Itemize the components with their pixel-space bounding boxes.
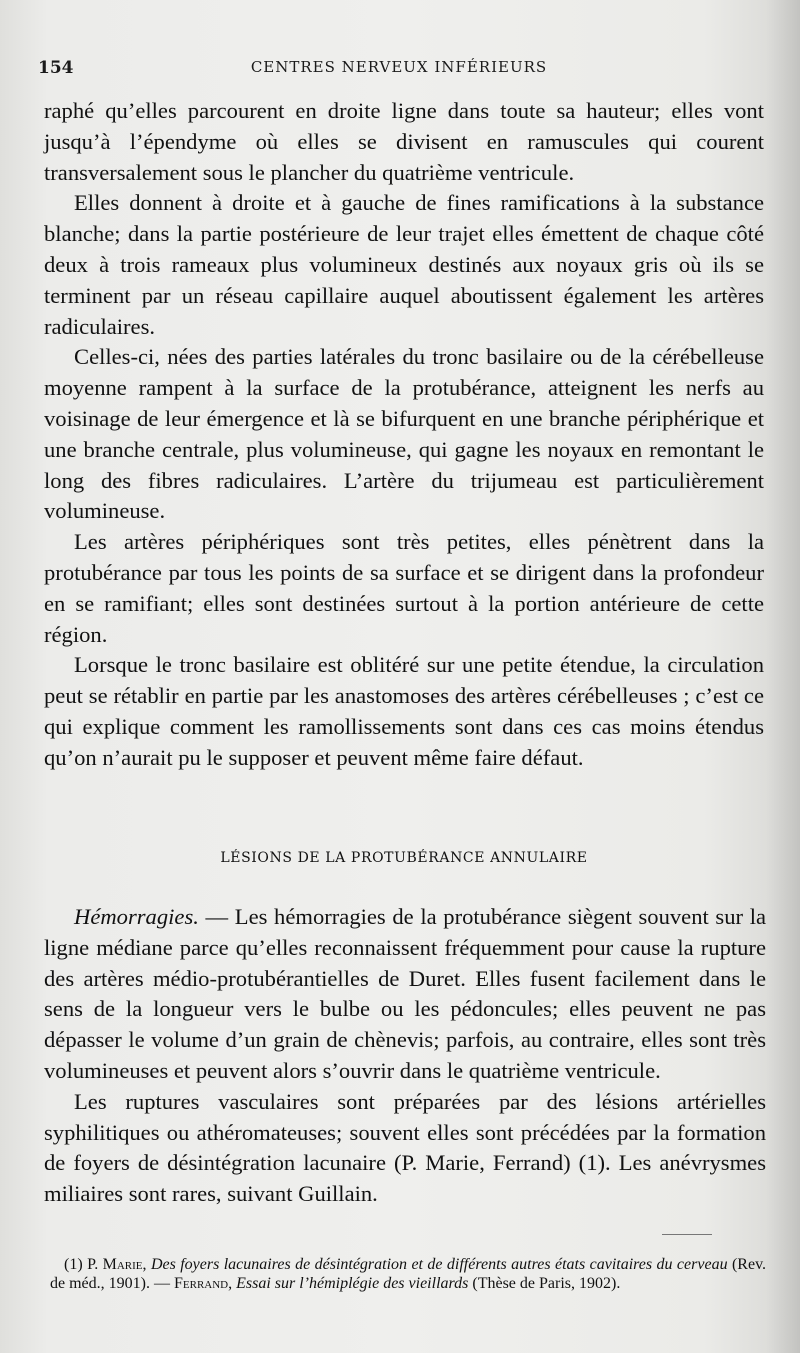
paragraph: [44, 902, 766, 1087]
footnote-separator: ,: [142, 1256, 151, 1273]
paragraph-body: — Les hémorragies de la protubérance siègent souvent sur la ligne médiane parce qu’elles reconnaissent fréquemment pour cause la rupture des artères médio-protubérantielles de Duret. Elles fusent facilement dans le sens de la longueur vers le bulbe ou les pédoncules; elles peuvent ne pas dépasser le volume d’un grain de chènevis; parfois, au contraire, elles sont très volumineuses et peuvent alors s’ouvrir dans le quatrième ventricule.: [44, 904, 766, 1083]
page-edge-shadow: [766, 0, 800, 1353]
footnote-separator: ,: [228, 1275, 237, 1292]
footnote-title: Essai sur l’hémiplégie des vieillards: [236, 1275, 469, 1292]
page-header: [38, 58, 760, 84]
running-title: CENTRES NERVEUX INFÉRIEURS: [250, 58, 548, 76]
paragraph: Les artères périphériques sont très petites, elles pénètrent dans la protubérance par tous les points de sa surface et se dirigent dans la profondeur en se ramifiant; elles sont destinées surtout à la portion antérieure de cette région.: [44, 529, 764, 647]
section-text: [44, 902, 766, 1210]
paragraph: Les ruptures vasculaires sont préparées par des lésions artérielles syphilitiques ou athéromateuses; souvent elles sont précédées par la formation de foyers de désintégration lacunaire (P. Marie, Ferrand) (1). Les anévrysmes miliaires sont rares, suivant Guillain.: [44, 1088, 766, 1207]
footnote-title: Des foyers lacunaires de désintégration et de différents autres états cavitaires du cerveau: [150, 1256, 728, 1273]
footnote-author: Ferrand: [173, 1275, 229, 1292]
paragraph: raphé qu’elles parcourent en droite ligne dans toute sa hauteur; elles vont jusqu’à l’épendyme où elles se divisent en ramuscules qui courent transversalement sous le plancher du quatrième ventricule.: [44, 98, 764, 185]
footnote: [50, 1255, 766, 1293]
paragraph: Elles donnent à droite et à gauche de fines ramifications à la substance blanche; dans la partie postérieure de leur trajet elles émettent de chaque côté deux à trois rameaux plus volumineux destinés aux noyaux gris où ils se terminent par un réseau capillaire auquel aboutissent également les artères radiculaires.: [44, 190, 764, 339]
footnote-author: P. Marie: [87, 1256, 143, 1273]
section-heading: LÉSIONS DE LA PROTUBÉRANCE ANNULAIRE: [220, 850, 588, 866]
page-number: 154: [38, 58, 74, 78]
footnote-rule: [662, 1234, 712, 1235]
footnote-reference: (Thèse de Paris, 1902).: [468, 1275, 621, 1292]
paragraph: Lorsque le tronc basilaire est oblitéré sur une petite étendue, la circulation peut se rétablir en partie par les anastomoses des artères cérébelleuses ; c’est ce qui explique comment les ramollissements sont dans ces cas moins étendus qu’on n’aurait pu le supposer et peuvent même faire défaut.: [44, 652, 764, 770]
paragraph-lead: Hémorragies.: [74, 904, 199, 929]
paragraph: Celles-ci, nées des parties latérales du tronc basilaire ou de la cérébelleuse moyenne rampent à la surface de la protubérance, atteignent les nerfs au voisinage de leur émergence et là se bifurquent en une branche périphérique et une branche centrale, plus volumineuse, qui gagne les noyaux en remontant le long des fibres radiculaires. L’artère du trijumeau est particulièrement volumineuse.: [44, 344, 764, 524]
body-text: [44, 96, 764, 774]
footnote-reference: (Rev. de méd., 1901). —: [50, 1256, 767, 1292]
footnote-marker: (1): [64, 1256, 88, 1273]
